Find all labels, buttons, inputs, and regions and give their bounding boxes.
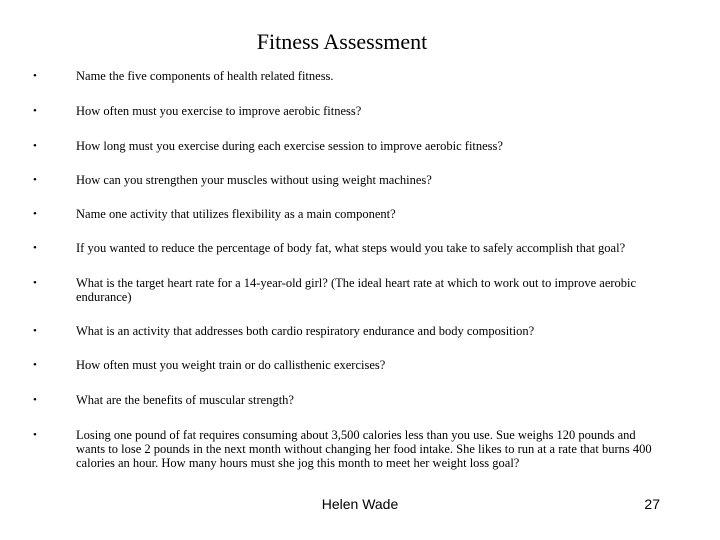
bullet-icon: • [33, 277, 37, 289]
bullet-icon: • [33, 174, 37, 186]
question-text: Name one activity that utilizes flexibility as a main component? [76, 207, 396, 221]
question-text: How long must you exercise during each exercise session to improve aerobic fitness? [76, 139, 503, 153]
question-text: Name the five components of health related fitness. [76, 69, 334, 83]
question-text: What are the benefits of muscular strength? [76, 393, 294, 407]
question-text: What is the target heart rate for a 14-year-old girl? (The ideal heart rate at which to work out to improve aerobic endurance) [76, 276, 637, 304]
question-text: How often must you weight train or do callisthenic exercises? [76, 358, 386, 372]
question-text: If you wanted to reduce the percentage of body fat, what steps would you take to safely accomplish that goal? [76, 241, 626, 255]
bullet-icon: • [33, 394, 37, 406]
bullet-icon: • [33, 208, 37, 220]
page-number: 27 [644, 496, 660, 512]
question-text: How often must you exercise to improve aerobic fitness? [76, 104, 362, 118]
question-text: What is an activity that addresses both cardio respiratory endurance and body composition? [76, 324, 535, 338]
footer-author: Helen Wade [321, 496, 399, 512]
bullet-icon: • [33, 359, 37, 371]
bullet-icon: • [33, 242, 37, 254]
bullet-icon: • [33, 429, 37, 441]
slide-title: Fitness Assessment [256, 29, 428, 54]
question-text: Losing one pound of fat requires consuming about 3,500 calories less than you use. Sue weighs 120 pounds and wants to lose 2 pounds in the next month without changing her food intake. She likes to run at a rate that burns 400 calories an hour. How many hours must she jog this month to meet her weight loss goal? [76, 428, 652, 470]
bullet-icon: • [33, 105, 37, 117]
question-text: How can you strengthen your muscles without using weight machines? [76, 173, 432, 187]
bullet-icon: • [33, 140, 37, 152]
bullet-icon: • [33, 325, 37, 337]
bullet-icon: • [33, 70, 37, 82]
